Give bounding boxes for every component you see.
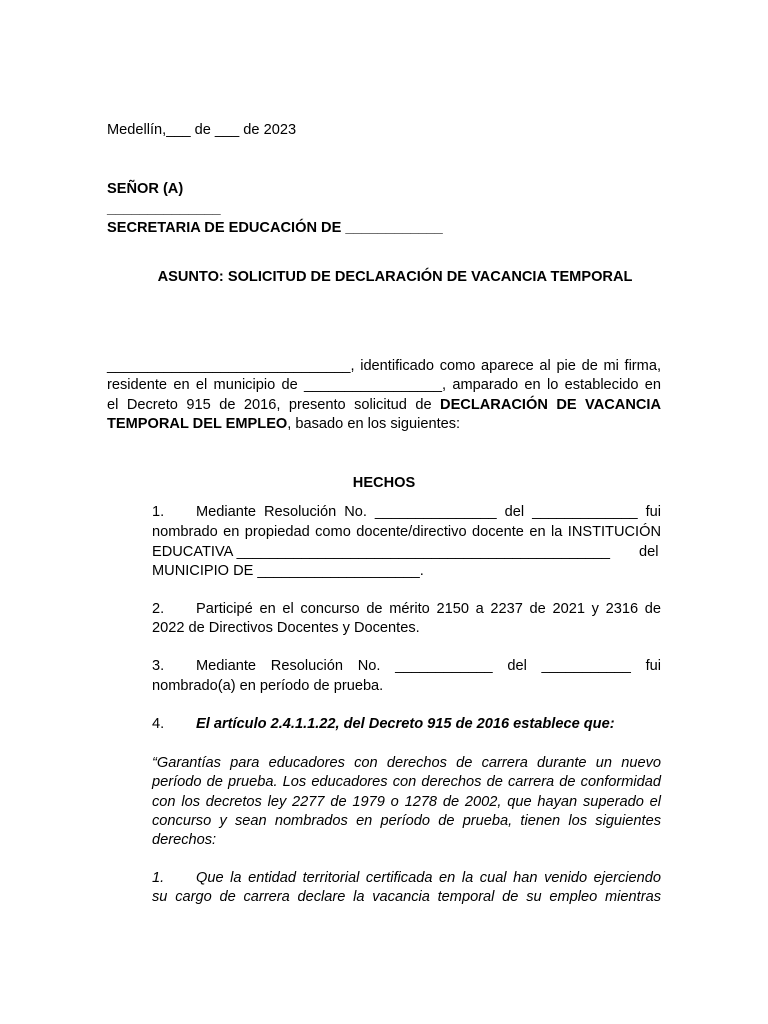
quote-item-1-text-1: Que la entidad territorial certificada en la cual han venido ejerciendo bbox=[196, 870, 661, 886]
quote-item-1-number: 1. bbox=[152, 870, 165, 886]
fact-1-line-3a: EDUCATIVA ______________________________________________ bbox=[152, 544, 610, 560]
quote-item-1-line-1 bbox=[152, 868, 661, 888]
quote-line-1: “Garantías para educadores con derechos de carrera durante un nuevo bbox=[152, 755, 661, 771]
fact-3-number: 3. bbox=[152, 658, 165, 674]
facts-heading: HECHOS bbox=[352, 475, 416, 491]
intro-line-1: ______________________________, identificado como aparece al pie de mi firma, bbox=[107, 358, 661, 374]
quote-item-1-line-2: su cargo de carrera declare la vacancia temporal de su empleo mientras bbox=[152, 889, 661, 905]
quote-line-5: derechos: bbox=[152, 832, 217, 848]
fact-1-line-2: nombrado en propiedad como docente/directivo docente en la INSTITUCIÓN bbox=[152, 524, 661, 540]
fact-4-line bbox=[152, 714, 615, 734]
fact-1-line-1 bbox=[152, 502, 661, 522]
fact-1-text-1: Mediante Resolución No. _______________ del _____________ fui bbox=[196, 504, 661, 520]
intro-line-4a: TEMPORAL DEL EMPLEO bbox=[107, 416, 288, 432]
recipient-blank: ______________ bbox=[107, 201, 221, 217]
fact-1-line-3b: del bbox=[639, 544, 659, 560]
fact-2-number: 2. bbox=[152, 601, 165, 617]
recipient-office: SECRETARIA DE EDUCACIÓN DE ____________ bbox=[107, 220, 443, 236]
fact-2-line-1 bbox=[152, 599, 661, 619]
fact-1-line-4: MUNICIPIO DE ____________________. bbox=[152, 563, 424, 579]
intro-line-3a: el Decreto 915 de 2016, presento solicitud de bbox=[107, 397, 441, 413]
fact-3-text-1: Mediante Resolución No. ____________ del ___________ fui bbox=[196, 658, 661, 674]
intro-line-3 bbox=[107, 395, 661, 415]
recipient-title: SEÑOR (A) bbox=[107, 181, 184, 197]
fact-2-text-1: Participé en el concurso de mérito 2150 a 2237 de 2021 y 2316 de bbox=[196, 601, 661, 617]
intro-line-4b: , basado en los siguientes: bbox=[287, 416, 461, 432]
fact-1-number: 1. bbox=[152, 504, 165, 520]
intro-line-3b: DECLARACIÓN DE VACANCIA bbox=[440, 397, 662, 413]
fact-4-text: El artículo 2.4.1.1.22, del Decreto 915 de 2016 establece que: bbox=[196, 716, 615, 732]
fact-3-line-1 bbox=[152, 656, 661, 676]
intro-line-4 bbox=[107, 414, 460, 434]
fact-3-line-2: nombrado(a) en período de prueba. bbox=[152, 678, 384, 694]
intro-line-2: residente en el municipio de _________________, amparado en lo establecido en bbox=[107, 377, 661, 393]
quote-line-2: período de prueba. Los educadores con derechos de carrera de conformidad bbox=[152, 774, 661, 790]
fact-2-line-2: 2022 de Directivos Docentes y Docentes. bbox=[152, 620, 420, 636]
date-line: Medellín,___ de ___ de 2023 bbox=[107, 122, 297, 138]
subject-line: ASUNTO: SOLICITUD DE DECLARACIÓN DE VACANCIA TEMPORAL bbox=[157, 269, 633, 285]
quote-line-3: con los decretos ley 2277 de 1979 o 1278 de 2002, que hayan superado el bbox=[152, 794, 661, 810]
fact-4-number: 4. bbox=[152, 716, 165, 732]
quote-line-4: concurso y sean nombrados en período de prueba, tienen los siguientes bbox=[152, 813, 661, 829]
